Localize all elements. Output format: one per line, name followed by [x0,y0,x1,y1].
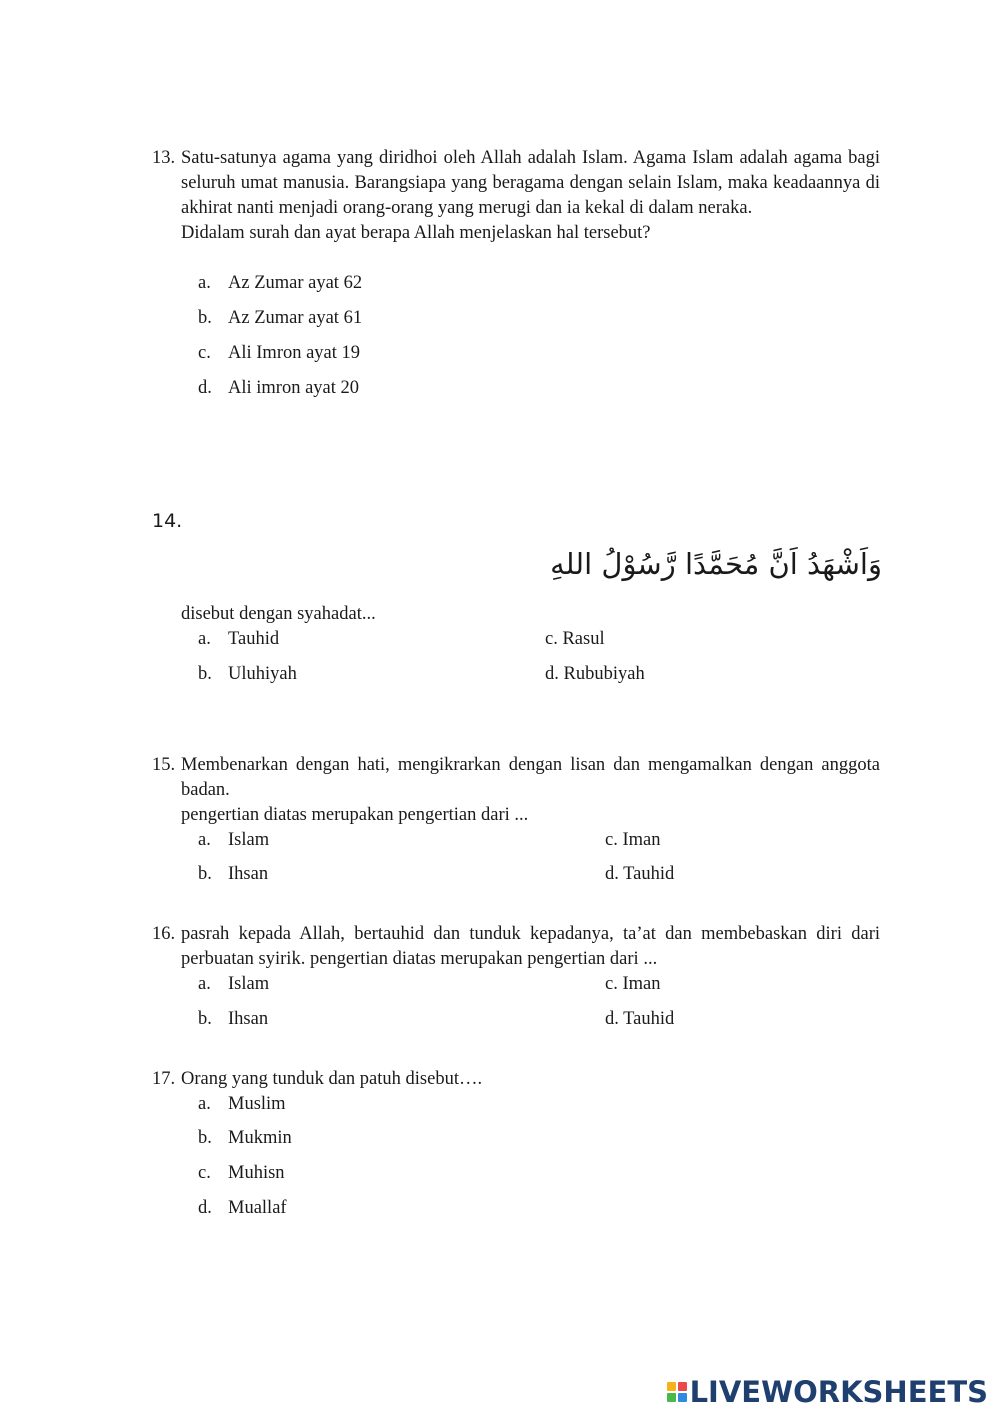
arabic-syahadat-text: وَاَشْهَدُ اَنَّ مُحَمَّدًا رَّسُوْلُ اللهِ [550,547,882,581]
option-b[interactable]: b. Uluhiyah [198,664,297,684]
option-d[interactable]: d. Muallaf [198,1198,287,1218]
question-17 [152,1067,880,1092]
option-b[interactable]: b. Ihsan [198,1009,269,1029]
option-d[interactable]: d. Ali imron ayat 20 [198,378,360,398]
option-a[interactable]: a. Islam [198,830,270,850]
option-c[interactable]: c. Rasul [545,629,605,649]
option-a[interactable]: a. Az Zumar ayat 62 [198,273,363,293]
question-text: Satu-satunya agama yang diridhoi oleh Allah adalah Islam. Agama Islam adalah agama bagi seluruh umat manusia. Barangsiapa yang beragama dengan selain Islam, maka keadaannya di akhirat nanti menjadi orang-orang yang merugi dan ia kekal di dalam neraka. [181,148,880,218]
question-14-prompt: disebut dengan syahadat... [181,604,376,624]
question-16 [152,922,880,972]
option-b[interactable]: b. Az Zumar ayat 61 [198,308,363,328]
question-14-number: 14. [152,510,183,532]
question-15 [152,753,880,828]
question-prompt: pengertian diatas merupakan pengertian dari ... [181,805,529,825]
option-d[interactable]: d. Rububiyah [545,664,645,684]
option-d[interactable]: d. Tauhid [605,864,675,884]
question-number: 16. [152,924,176,944]
question-prompt: Didalam surah dan ayat berapa Allah menjelaskan hal tersebut? [181,223,651,243]
liveworksheets-logo[interactable] [667,1372,988,1412]
logo-icon [667,1382,687,1402]
question-text: Membenarkan dengan hati, mengikrarkan dengan lisan dan mengamalkan dengan anggota badan. [181,755,880,800]
option-a[interactable]: a. Islam [198,974,270,994]
logo-square-icon [667,1393,676,1402]
question-13 [152,146,880,246]
question-text: Orang yang tunduk dan patuh disebut…. [181,1069,483,1089]
logo-text: LIVEWORKSHEETS [689,1375,988,1409]
question-text: pasrah kepada Allah, bertauhid dan tunduk kepadanya, ta’at dan membebaskan diri dari perbuatan syirik. pengertian diatas merupakan pengertian dari ... [181,924,880,969]
option-a[interactable]: a. Muslim [198,1094,286,1114]
option-b[interactable]: b. Mukmin [198,1128,292,1148]
option-b[interactable]: b. Ihsan [198,864,269,884]
logo-square-icon [667,1382,676,1391]
option-c[interactable]: c. Ali Imron ayat 19 [198,343,361,363]
logo-square-icon [678,1382,687,1391]
option-d[interactable]: d. Tauhid [605,1009,675,1029]
option-c[interactable]: c. Muhisn [198,1163,285,1183]
question-number: 13. [152,148,176,168]
question-number: 15. [152,755,176,775]
option-c[interactable]: c. Iman [605,830,661,850]
option-c[interactable]: c. Iman [605,974,661,994]
question-number: 17. [152,1069,176,1089]
option-a[interactable]: a. Tauhid [198,629,280,649]
logo-square-icon [678,1393,687,1402]
